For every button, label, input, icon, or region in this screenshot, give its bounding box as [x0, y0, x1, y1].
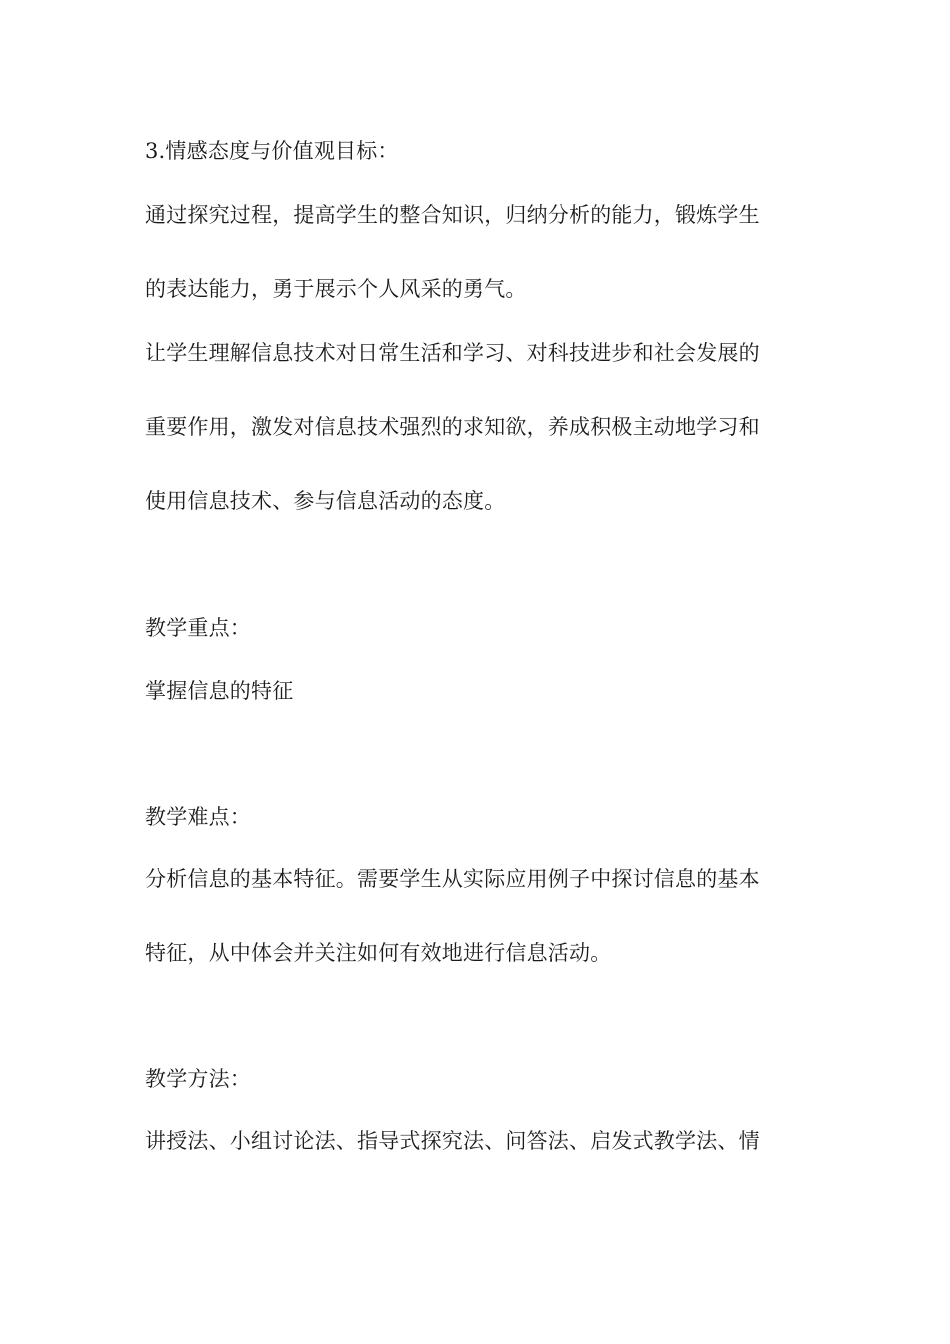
- heading-difficult-points: 教学难点：: [145, 805, 251, 829]
- paragraph-line: 重要作用，激发对信息技术强烈的求知欲，养成积极主动地学习和: [145, 415, 760, 439]
- paragraph-line: 的表达能力，勇于展示个人风采的勇气。: [145, 277, 527, 301]
- paragraph-line: 掌握信息的特征: [145, 679, 294, 703]
- paragraph-line: 讲授法、小组讨论法、指导式探究法、问答法、启发式教学法、情: [145, 1129, 760, 1153]
- heading-key-points: 教学重点：: [145, 616, 251, 640]
- paragraph-line: 让学生理解信息技术对日常生活和学习、对科技进步和社会发展的: [145, 341, 760, 365]
- paragraph-line: 使用信息技术、参与信息活动的态度。: [145, 489, 506, 513]
- section-heading-affective-goals: 3.情感态度与价值观目标：: [145, 139, 399, 163]
- paragraph-line: 通过探究过程，提高学生的整合知识，归纳分析的能力，锻炼学生: [145, 203, 760, 227]
- paragraph-line: 特征，从中体会并关注如何有效地进行信息活动。: [145, 941, 612, 965]
- paragraph-line: 分析信息的基本特征。需要学生从实际应用例子中探讨信息的基本: [145, 867, 760, 891]
- heading-teaching-methods: 教学方法：: [145, 1067, 251, 1091]
